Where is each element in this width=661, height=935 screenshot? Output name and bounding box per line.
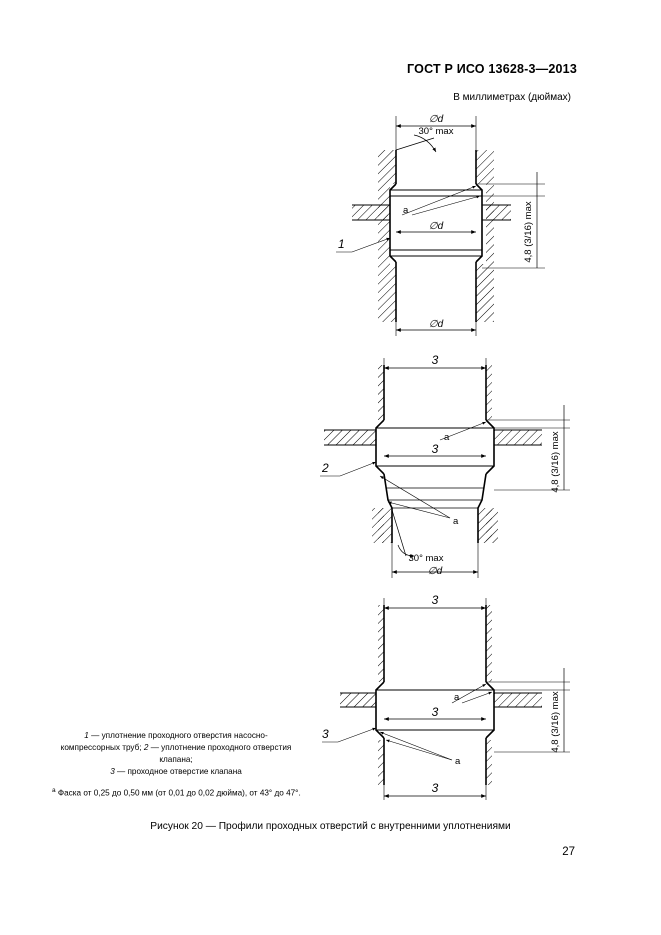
legend-text-2: — уплотнение проходного отверстия клапана;: [148, 743, 292, 764]
d3-inner-code: 3: [431, 705, 439, 719]
legend-text-1: — уплотнение проходного отверстия насосно-компрессорных труб;: [60, 731, 268, 752]
legend-num-1: 1: [84, 731, 89, 740]
d1-inner-dia: ∅d: [428, 221, 444, 232]
d3-top-code: 3: [431, 593, 439, 607]
legend-num-3: 3: [110, 767, 115, 776]
units-note: В миллиметрах (дюймах): [453, 92, 571, 103]
detail-2: [320, 358, 570, 578]
d1-angle: 30° max: [418, 126, 454, 137]
d1-vertical-dim: 4,8 (3/16) max: [523, 201, 534, 263]
footnote-mark: a: [52, 787, 56, 794]
legend-num-2: 2: [143, 743, 149, 752]
d2-bottom-dia: ∅d: [427, 566, 443, 577]
page-number: 27: [562, 846, 575, 858]
d2-chamfer-mark-top: a: [444, 432, 450, 443]
d1-bottom-dia: ∅d: [428, 319, 444, 330]
d1-item-number: 1: [338, 237, 345, 251]
d1-top-dia: ∅d: [428, 114, 444, 125]
legend-text-3: — проходное отверстие клапана: [114, 767, 242, 776]
d2-top-code: 3: [431, 353, 439, 367]
d2-chamfer-mark-bottom: a: [453, 516, 459, 527]
d3-item-number: 3: [322, 727, 329, 741]
d2-angle: 30° max: [408, 553, 444, 564]
d3-chamfer-mark-top: a: [454, 692, 460, 703]
d2-inner-code: 3: [431, 442, 439, 456]
d3-bottom-code: 3: [431, 781, 439, 795]
figure-legend: [60, 730, 292, 778]
detail-3: [322, 598, 570, 800]
figure-caption: Рисунок 20 — Профили проходных отверстий с внутренними уплотнениями: [150, 821, 511, 832]
document-header: ГОСТ Р ИСО 13628-3—2013: [407, 62, 577, 76]
d3-chamfer-mark-bottom: a: [455, 756, 461, 767]
footnote-text: Фаска от 0,25 до 0,50 мм (от 0,01 до 0,02 дюйма), от 43° до 47°.: [55, 788, 301, 798]
d2-item-number: 2: [322, 461, 329, 475]
d3-vertical-dim: 4,8 (3/16) max: [550, 691, 561, 753]
footnote: [52, 785, 302, 800]
d2-vertical-dim: 4,8 (3/16) max: [550, 431, 561, 493]
d1-chamfer-mark: a: [403, 205, 409, 216]
